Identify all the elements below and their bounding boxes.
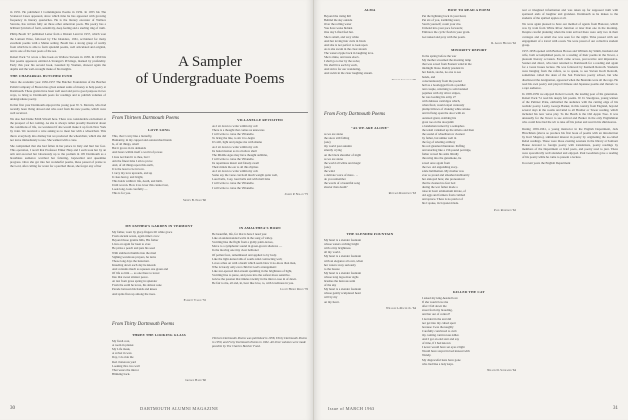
poem-amaltheas-horn: IN AMALTHEA'S HORN Be beautiful, life, for that is here I need you: Like an understanded waltz in the song of valley. Swirling like the flight from a giddy palm-leaves, Move to a symphonic sound in green-grown shadows — In the moving one tiny clear belltonel Of pollen frost, remembered and applied to by body. Like the light-turned silk of south-wind contracting web; Loves aches on with a heath which seem blow it no-more than man, Who is barely only ever child in God's arrangement: Like star-spewed mid-stream sparkling in the brightness of light, Swirling line to purse, and press into the softest more sensitive. Grieve the passion that tinkles tawnily in the mirror-rose in of dawn. Be fair to me, all and, in, bear like love, to, with loveliness in you. Lloyd Henry Relin '76 [212, 226, 308, 292]
poem-title: THE SLENDER FOUNTAIN [346, 232, 394, 236]
intro-paragraph: She complained that she had fallen in her palace in Italy and hurt her foot. This operation, I recall that Professor Elmer Harp and I each took her by an arm and escorted her laboriously up to the podium in 105 Dartmouth as a breathless audience watched her faltering, bejewelled and queenlike progress. Once she got into her wonderful poems, these passed of praise to the Lord, after calling for water for a parched throat, she forgot any of her [10, 143, 106, 169]
intro-paragraph: We also had Dame Edith Sitwell here. There was considerable excitement at the prospect of her coming. As she is always rather proudly theatrical about the conditions of life, we wondered if she would make it up from New York by train. We received a wire asking us to meet her with a wheelchair. This threw everybody into dismay but we produced the wheelchair, which she did not leave immediately to use. She walked with a cane. [10, 117, 106, 142]
poem-author: Paul Robinson '62 [494, 207, 516, 212]
article-title [112, 54, 308, 88]
poem-fathers-garden: MY FATHER'S GARDEN IN VERMONT My father, worn by glory-fingers till white grace From ancient seven, again time's crow Beyond those granite hills, His father Lives on again far been to ever. He picks a peach and puts his seed With stubborn thumbs into the mud Sighing wondrous prayers, he turns Those long days the luxuriant. Kneeling down each day he kneads And contains much as squeeze one green end Of life so him — as one there to lower Into that sweet sinister peace. At last from grass spring in splendor From the earth he loves, his almost sane Parade between his hands and knees And spins fires up among the trees. Everett Vance '55 [112, 224, 206, 302]
essay-paragraph: In 1958-1959 we enjoyed Robert Lowell, the leading poet of his generation. Robert Pack '51 read his deeply felt poems. W. D. Snodgrass, young winner of the Pulitzer Prize, enthralled the audience with the cutting edge of his realistic poetry. Lastly, George Barker, in this country from England, beyond several days in the rooms and kind to all Brother or Tower reading, which included his new verse play To the Heath is the Old Apple Tree. It was unusually for the Tower to see arrived and Barker in the only Englishman who could have had the wit to take off his jacket and read in his shirtsleeves. [522, 91, 618, 125]
essay-paragraph: 1957-1958 opened with Barbara Howes and William Jay Smith, husband and wife, both accomplished poets, in a reading of their poems in the Tower, a pleasant literary occasion. Each came across, provocative and impressive. Sonnet and direct, who later returned to Dartmouth for a reading and again for a Great Issues lecture. He was followed by Kenneth Rexroth. Students were hanging from the rafters, so to speak, to see Steven Koch Rexroth, sometimes called the dean of the San Francisco poetry school, but who disallowed the designation, appeared when the Beatniks were all the rage. He read his own poetry and played Chinese and Japanese poems and rhetoric to a rapt audience. [522, 48, 618, 90]
intro-paragraph: in 1955. He published I Commingions Poems in 1959. In 1955 his The Scattered Cases appeared, since which time he has appeared with growing frequency in literary quarterlies. He is the literary executor of Wallace Stevens, has written fully on three other American poets. His poetry has a brilliant lyricism of form, sensitivity, deep feeling and a sterling ring of truth. [10, 10, 106, 31]
poem-looking-glass: THREE THE LOOKING GLASS My fresh coat, A room in plaster. My Life mask, A velvet in wax. Day, I do ride the Red clatterous yard Looking thro two wall That wears the mirror Blinking back. George Hand '60 [112, 333, 206, 382]
poem-author: Nelson D. Schrader '64 [487, 367, 516, 372]
poem-title: KILLED THE CAT [453, 290, 485, 294]
magazine-footer-left: DARTMOUTH ALUMNI MAGAZINE [140, 406, 219, 411]
essay-paragraph: In recent years the English Department [522, 161, 571, 166]
essay-column [522, 8, 618, 402]
title-line-2: of Undergraduate Poems [135, 71, 285, 87]
poem-villanelle: VILLANELLE REVISITED As I sit down to write within my cell There is a thought that comes us unawares I will write to curse the Villanelle. To bring the line, to stir it to-begin It's still, light and plague me with shame As I sit down to write within my cell. Its banal motion as in a hollow shell The Middle Ages may have thought sublime, I will write to curse the Villanelle. Its repetitious music and falsely-swell Their minds the ear to all this rhymes As I sit down to write within my cell. Some say the verse can hold much weight quite well, Loud bells, I say, loud bells and with mall time I will write to curse the Villanelle. I will write to curse the Villanelle. Joseph P. Nolan '75 [212, 118, 308, 196]
poem-author: Lloyd Henry Relin '76 [280, 287, 308, 292]
poem-author: George Hand '60 [185, 377, 206, 382]
poem-title: LOVE SONG [148, 128, 170, 132]
poem-title: MINORITY REPORT [451, 48, 487, 52]
poem-author: R. Allen Hecker '62 [491, 40, 516, 44]
essay-paragraph: real or imagined information and was taken up for supposed truth with spattered ends of laughter and grandeur. Dartmouth as he makes to the students of the spirited apples at all. [522, 8, 618, 21]
publication-note: Thirteen Dartmouth Poems was published in 1958, Thirty Dartmouth Poems in 1959, and Forty Dartmouth Poems in 1962. All three volumes were made possible by The Charles Butcher Fund. [212, 336, 307, 349]
poem-minority-report: MINORITY REPORT In the spring before the war My mother screamed the morning lamp that was saved from Eastern wind in the midnight blaze. Ruddy prudent in her hands, stocks, no one to see hands, and conscientiously from the pooled hell as a bootlegged from a peddler tent couple, returning to solid sunned pajamas with dry silver stripes, he was loading his army 27 with dubious cartridges which, when fired, would expel curiously plump billows of choking white smoke and in flung open the door with an outsized grunt, stabbing his great toe on the doorjamb a bandsmen turned by a semaphor- the tensil vanished up the stiletto and then the sound of wheelbarrow cleaned by father, but unlike well in the fog of tabeling artillery his red gleamed thunderer. Puffing and snorting like a 150-pound porridge, father waved his arms blindly throwing into the gunsmoke, he saved once again from the two old anguishing story- sdale bubblemen. My mother was ever so proud and smashed stubbornly her annoyed here; she pronounced that he cleaned no fear bed during the war father made a raise in basic ammonium nitrate, of old eggs and farmers from crabbed and spruce. There is no patriot of his I spoke, its bayonet-blade. Paul Robinson '62 [422, 48, 516, 212]
intro-paragraph: Robert Pack '51 wrote a fine book on Wallace Stevens in 1958. In 1959 his first poems appeared, entitled A Stranger's Privilege, marked by profundity. Early this year his second book, Guarded by Women, showed again the depths and the well-wrought make of his insights. [10, 54, 106, 72]
poem-author: Robert Coleman '79 [391, 77, 416, 80]
poem-author: William LaRoche Jr. '64 [385, 305, 416, 310]
poem-how-to-read: HOW TO READ A POEM Put the lightning back in your head, Put six of you, trembling tears; Storm yourself; count your rite. Unbend into your pace forwards; Embrace the cyclic flesh in your grain. Get naked and pray with the poem. R. Allen Hecker '62 [422, 8, 516, 44]
intro-paragraph: Since the academic year 1956-1957 The Butcher Foundation of the Butcher Polish Company of Boston has given annual sums of money to help poetry at Dartmouth. These grants have been well used and put to good purpose in two ways, to bring to Dartmouth poets for readings and to publish volumes of undergraduate poetry. [10, 80, 106, 101]
poem-author: Everett Vance '55 [183, 297, 206, 302]
poem-killed-the-cat: KILLED THE CAT I asked my king-headed love If she would love me after I fall down the street from my breeding, and her out of control? I decided in the and did not get into my cubed sport because I was thoroughly Carefully convinced to curb my coming carnivorous killer. And I got an end start and say of time, if I had known I never would have set eyes a'light Would have stayed in bed instead with Wendy. My disgraceful lusts have gone who lied like a lady kaye. Nelson D. Schrader '64 [422, 290, 516, 372]
poem-slender-fountain: THE SLENDER FOUNTAIN My heart is a slender fountain whose waters arching bright with a tiny brightness all my world. My heart is a slender fountain with an elegance all own, when her waters sway seriously to the breeze My heart is a slender fountain whose long lagoonver sighs brushes the lustrous satin of the sky My heart is a slender fountain whose gently sculptured heart will by my on my heart. William LaRoche Jr. '64 [324, 232, 416, 310]
poem-author: Joseph P. Nolan '75 [284, 191, 308, 196]
page-number-left: 30 [10, 406, 15, 411]
title-rule [112, 112, 308, 113]
magazine-footer-right: Issue of MARCH 1963 [328, 406, 375, 411]
poem-title: ALMA [364, 8, 376, 12]
poem-title: MY FATHER'S GARDEN IN VERMONT [125, 224, 193, 228]
intro-column [10, 10, 106, 406]
title-line-1: A Sampler [178, 54, 242, 70]
poem-as-we-are-alone: "AS WE ARE ALONE" as we are alone the snow still falling (one) my world past autumn silently crying on the black shoulder of night as we are alone the world all white and magic (one) the wind a delicate voice of mass . . . do you remember the words of a beautiful song shorter than death? Richard Robertson '63 [324, 126, 416, 196]
intro-paragraph: In that first year Dartmouth enjoyed the young poet W. S. Merwin, who had recently been living abroad and who read from his new poems, which were well received. [10, 102, 106, 116]
poem-title: "AS WE ARE ALONE" [350, 126, 390, 130]
poem-love-song: LOVE SONG This, that I carry like a butterfly, Humanity, in my cupped and outstretched hands Is, of all things, small But it grows in its demands And bears within itself a world of power. I dare not hand it to thee, but I Am the finest time I am to prove And, of all things upon this earth, It is the least to be in love. I carry my love upwards, and up It rises heavy, and bright, This holds within it life, death, and birth. Until woven. How it no lover this cannot last, Look long, look carefully — This is for you. Sidney B. Nash '60 [112, 128, 206, 202]
intro-paragraph: Philip Booth '47 published Letter from a Distant Land in 1957, which won the Lamont Prize, followed by The Islanders, 1961, acclaimed for many excellent poems with a Maine setting. Booth has a strong grasp of reality from which he is able to form splendid poems, well articulated and original, and is one of the best poets of the sea. [10, 32, 106, 53]
section-label-thirty: From Thirty Dartmouth Poems [112, 322, 175, 327]
page-number-right: 31 [613, 406, 618, 411]
intro-column-heading: THE CHAPARRAL BUTCHER FUND [10, 74, 73, 79]
poem-alma: ALMA Beyond the rising hill Behind the sky outside Over the rolling water You have woke hidden One day Lifted fuel her. She is small, and very white And her loving hair curls in black And she is not perfect to look upon As is she swam in the clear stream The waters ripple back in laughing love. She is mine, and none else's. I shall go to her by the rocks; We shall live each by each, And strive for our wandering, And swim in the clear laughing stream. Robert Coleman '79 [324, 8, 416, 80]
essay-paragraph: We were again pleased to have our method of agents from Hanover, which was by train from White River Junction at later than one in the morning. Despite careful planning when the train arrived there were only two in their carriages and as small rise was seen for the night. Time passed with our engagement of a travel with ocean. We were proud of our collective student group. [522, 22, 618, 47]
essay-paragraph: During 1959-1961, a young instructor in the English Department, Jack Hirschman (above so produce his first book of poems with an introduction by Karl Shapiro), stimulated interest in poetry by originating the so-called Rebel readings. These were those evening sessions in the library at Sanborn House devoted to foreign poetry with translations, poetry readings by members of the Department or brief poets, and poetry read to jazz. There were sporadically well attended and enjoyed. Paul Goodman gave a reading of his poetry while he came to present a lecture. [522, 126, 618, 160]
right-page [314, 0, 628, 420]
poem-author: Sidney B. Nash '60 [183, 197, 206, 202]
poem-title: VILLANELLE REVISITED [237, 118, 283, 122]
poem-author: Richard Robertson '63 [388, 191, 416, 196]
section-label-thirteen: From Thirteen Dartmouth Poems [112, 116, 179, 121]
poem-title: THREE THE LOOKING GLASS [132, 333, 186, 337]
section-label-forty: From Forty Dartmouth Poems [324, 112, 386, 117]
poem-title: IN AMALTHEA'S HORN [239, 226, 281, 230]
poem-title: HOW TO READ A POEM [447, 8, 491, 12]
